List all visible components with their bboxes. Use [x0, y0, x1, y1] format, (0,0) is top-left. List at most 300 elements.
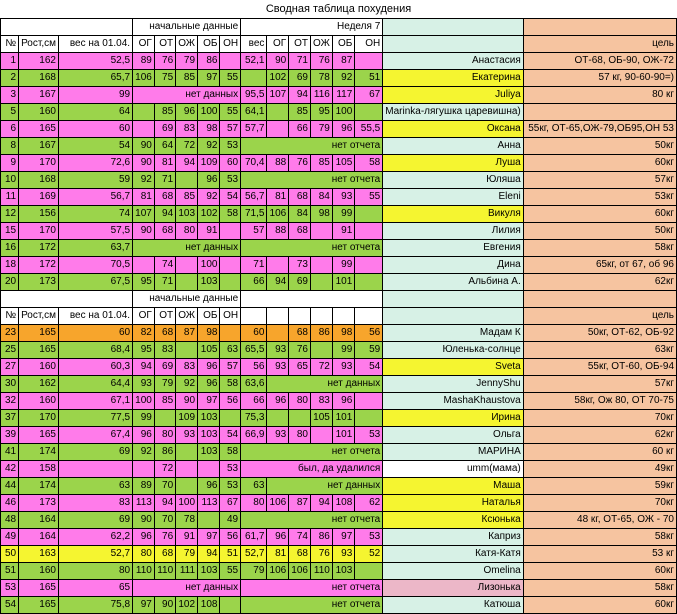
cell-goal[interactable]: ОТ-68, ОБ-90, ОЖ-72	[523, 53, 676, 70]
cell-height[interactable]: 167	[19, 138, 59, 155]
cell-week-ob[interactable]: 101	[332, 427, 354, 444]
cell-goal[interactable]: 58кг	[523, 529, 676, 546]
cell-ot[interactable]: 79	[154, 376, 175, 393]
cell-week-ob[interactable]: 108	[332, 495, 354, 512]
cell-og[interactable]: 90	[133, 223, 155, 240]
cell-num[interactable]: 5	[1, 104, 19, 121]
cell-goal[interactable]: 49кг	[523, 461, 676, 478]
header-blank[interactable]	[241, 308, 267, 325]
cell-on[interactable]: 54	[220, 427, 241, 444]
cell-goal[interactable]: 62кг	[523, 427, 676, 444]
cell-ot[interactable]: 76	[154, 53, 175, 70]
cell-name[interactable]: Катя-Катя	[383, 546, 524, 563]
cell-name[interactable]: МАРИНА	[383, 444, 524, 461]
cell-name[interactable]: Дина	[383, 257, 524, 274]
cell-week-weight[interactable]: 63	[241, 478, 267, 495]
header-og[interactable]: ОГ	[133, 36, 155, 53]
header-on[interactable]: ОН	[220, 308, 241, 325]
cell-week-ob[interactable]: 99	[332, 257, 354, 274]
cell-initial-note[interactable]: нет данных	[133, 87, 241, 104]
cell-goal[interactable]: 60кг	[523, 206, 676, 223]
cell-on[interactable]	[220, 274, 241, 291]
cell-name[interactable]: Sveta	[383, 359, 524, 376]
cell-ozh[interactable]: 72	[176, 138, 198, 155]
cell-ozh[interactable]: 78	[176, 512, 198, 529]
cell-og[interactable]: 113	[133, 495, 155, 512]
cell-week-og[interactable]: 96	[267, 529, 289, 546]
cell-num[interactable]: 37	[1, 410, 19, 427]
cell-week-ob[interactable]: 91	[332, 223, 354, 240]
cell-num[interactable]: 27	[1, 359, 19, 376]
cell-ot[interactable]: 76	[154, 529, 175, 546]
cell-week-on[interactable]	[355, 223, 383, 240]
cell-ob[interactable]: 97	[198, 393, 220, 410]
cell-week-ob[interactable]: 100	[332, 104, 354, 121]
cell-ob[interactable]: 103	[198, 563, 220, 580]
cell-weight-start[interactable]: 57,5	[58, 223, 132, 240]
cell-goal[interactable]: 48 кг, ОТ-65, ОЖ - 70	[523, 512, 676, 529]
cell-ot[interactable]: 64	[154, 138, 175, 155]
header-goal[interactable]: цель	[523, 308, 676, 325]
cell-week-note[interactable]: был, да удалился	[241, 461, 383, 478]
cell-ozh[interactable]	[176, 478, 198, 495]
cell-week-weight[interactable]	[241, 70, 267, 87]
cell-weight-start[interactable]: 52,7	[58, 546, 132, 563]
cell-week-ot[interactable]: 68	[289, 223, 311, 240]
cell-week-weight[interactable]: 80	[241, 495, 267, 512]
cell-week-ozh[interactable]: 76	[310, 546, 332, 563]
cell-week-note[interactable]: нет отчета	[241, 444, 383, 461]
cell-ot[interactable]: 72	[154, 461, 175, 478]
cell-week-on[interactable]: 53	[355, 427, 383, 444]
cell-on[interactable]: 54	[220, 189, 241, 206]
cell-ob[interactable]: 96	[198, 376, 220, 393]
header-blank[interactable]	[355, 308, 383, 325]
cell-name[interactable]: Marinka-лягушка царевишна)	[383, 104, 524, 121]
cell-ob[interactable]: 103	[198, 444, 220, 461]
cell-num[interactable]: 16	[1, 240, 19, 257]
cell-ozh[interactable]	[176, 461, 198, 478]
cell-num[interactable]: 39	[1, 427, 19, 444]
cell-weight-start[interactable]: 60	[58, 121, 132, 138]
cell-ozh[interactable]: 85	[176, 70, 198, 87]
cell-week-og[interactable]: 93	[267, 427, 289, 444]
cell-ozh[interactable]: 79	[176, 53, 198, 70]
cell-weight-start[interactable]	[58, 461, 132, 478]
cell-goal[interactable]: 60кг	[523, 563, 676, 580]
cell-name[interactable]: Ольга	[383, 427, 524, 444]
cell-ot[interactable]: 85	[154, 393, 175, 410]
cell-goal[interactable]: 70кг	[523, 495, 676, 512]
cell-height[interactable]: 165	[19, 342, 59, 359]
cell-height[interactable]: 163	[19, 546, 59, 563]
cell-og[interactable]: 90	[133, 155, 155, 172]
cell-weight-start[interactable]: 70,5	[58, 257, 132, 274]
cell-ot[interactable]: 75	[154, 70, 175, 87]
cell-num[interactable]: 23	[1, 325, 19, 342]
cell-og[interactable]: 95	[133, 274, 155, 291]
cell-week-og[interactable]: 96	[267, 393, 289, 410]
cell-on[interactable]: 58	[220, 444, 241, 461]
cell-week-og[interactable]: 88	[267, 155, 289, 172]
cell-ozh[interactable]: 92	[176, 376, 198, 393]
cell-week-ob[interactable]: 92	[332, 70, 354, 87]
cell-on[interactable]: 53	[220, 138, 241, 155]
cell-height[interactable]: 173	[19, 274, 59, 291]
header-week-on[interactable]: ОН	[355, 36, 383, 53]
cell-og[interactable]: 92	[133, 444, 155, 461]
cell-week-ob[interactable]: 99	[332, 206, 354, 223]
cell-ozh[interactable]: 94	[176, 155, 198, 172]
cell-week-og[interactable]: 88	[267, 223, 289, 240]
cell-goal[interactable]: 57кг	[523, 172, 676, 189]
header-blank[interactable]	[332, 308, 354, 325]
cell-on[interactable]: 58	[220, 206, 241, 223]
cell-height[interactable]: 168	[19, 172, 59, 189]
cell-ob[interactable]: 97	[198, 70, 220, 87]
header-initial-data[interactable]: начальные данные	[133, 291, 241, 308]
cell-weight-start[interactable]: 52,5	[58, 53, 132, 70]
cell-name[interactable]: Маша	[383, 478, 524, 495]
cell-og[interactable]: 94	[133, 359, 155, 376]
cell-week-og[interactable]: 107	[267, 87, 289, 104]
cell-week-ot[interactable]: 76	[289, 155, 311, 172]
cell-ot[interactable]: 86	[154, 444, 175, 461]
cell-on[interactable]: 53	[220, 461, 241, 478]
cell-week-ot[interactable]: 68	[289, 325, 311, 342]
cell-ozh[interactable]: 100	[176, 495, 198, 512]
cell-ozh[interactable]: 91	[176, 529, 198, 546]
cell-on[interactable]: 49	[220, 512, 241, 529]
cell-height[interactable]: 174	[19, 444, 59, 461]
cell-name[interactable]: Альбина А.	[383, 274, 524, 291]
cell-num[interactable]: 9	[1, 155, 19, 172]
cell-week-og[interactable]	[267, 325, 289, 342]
cell-week-ot[interactable]	[289, 410, 311, 427]
cell-goal[interactable]: 58кг	[523, 580, 676, 597]
cell-weight-start[interactable]: 80	[58, 563, 132, 580]
cell-ob[interactable]: 96	[198, 478, 220, 495]
cell-goal[interactable]: 70кг	[523, 410, 676, 427]
cell-week-on[interactable]	[355, 563, 383, 580]
cell-ob[interactable]: 102	[198, 206, 220, 223]
header-week-ob[interactable]: ОБ	[332, 36, 354, 53]
cell-weight-start[interactable]: 99	[58, 87, 132, 104]
cell-num[interactable]: 53	[1, 580, 19, 597]
cell-ot[interactable]: 85	[154, 104, 175, 121]
cell-goal[interactable]: 65кг, от 67, об 96	[523, 257, 676, 274]
cell-ozh[interactable]: 87	[176, 325, 198, 342]
cell-week-ob[interactable]: 101	[332, 274, 354, 291]
cell-height[interactable]: 165	[19, 597, 59, 614]
header-week-og[interactable]: ОГ	[267, 36, 289, 53]
cell-height[interactable]: 156	[19, 206, 59, 223]
cell-week-on[interactable]: 62	[355, 495, 383, 512]
cell-og[interactable]: 100	[133, 393, 155, 410]
cell-week-on[interactable]	[355, 257, 383, 274]
header-num[interactable]: №	[1, 308, 19, 325]
cell-ozh[interactable]: 96	[176, 104, 198, 121]
cell-height[interactable]: 160	[19, 104, 59, 121]
cell-week-weight[interactable]: 71,5	[241, 206, 267, 223]
cell-og[interactable]: 90	[133, 512, 155, 529]
cell-ot[interactable]: 68	[154, 325, 175, 342]
cell-goal[interactable]: 53кг	[523, 189, 676, 206]
cell-ob[interactable]: 92	[198, 138, 220, 155]
cell-week-ob[interactable]: 97	[332, 529, 354, 546]
cell-og[interactable]: 96	[133, 529, 155, 546]
cell-week-ozh[interactable]: 72	[310, 359, 332, 376]
cell-height[interactable]: 170	[19, 155, 59, 172]
cell-week-ot[interactable]: 87	[289, 495, 311, 512]
cell-week-og[interactable]: 90	[267, 53, 289, 70]
cell-height[interactable]: 162	[19, 376, 59, 393]
cell-week-ob[interactable]: 101	[332, 410, 354, 427]
cell-ot[interactable]: 68	[154, 189, 175, 206]
cell-num[interactable]: 2	[1, 70, 19, 87]
cell-on[interactable]	[220, 410, 241, 427]
cell-week-ot[interactable]: 94	[289, 87, 311, 104]
cell-week-ot[interactable]: 106	[289, 563, 311, 580]
header-ot[interactable]: ОТ	[154, 36, 175, 53]
cell-ozh[interactable]: 83	[176, 121, 198, 138]
cell-num[interactable]: 42	[1, 461, 19, 478]
cell-week-weight[interactable]: 63,6	[241, 376, 267, 393]
cell-og[interactable]: 80	[133, 546, 155, 563]
cell-goal[interactable]: 55кг, ОТ-60, ОБ-94	[523, 359, 676, 376]
cell-week-og[interactable]: 106	[267, 206, 289, 223]
cell-ozh[interactable]: 111	[176, 563, 198, 580]
header-goal-col[interactable]	[523, 19, 676, 36]
cell-name[interactable]: Ксюнька	[383, 512, 524, 529]
cell-week-note[interactable]: нет отчета	[241, 580, 383, 597]
cell-on[interactable]	[220, 597, 241, 614]
cell-weight-start[interactable]: 54	[58, 138, 132, 155]
cell-week-og[interactable]	[267, 410, 289, 427]
cell-ob[interactable]: 96	[198, 172, 220, 189]
cell-ozh[interactable]: 93	[176, 427, 198, 444]
header-blank[interactable]	[289, 308, 311, 325]
cell-week-ozh[interactable]: 76	[310, 53, 332, 70]
cell-week-ot[interactable]: 74	[289, 529, 311, 546]
cell-week-ob[interactable]: 105	[332, 155, 354, 172]
cell-ob[interactable]: 108	[198, 597, 220, 614]
cell-ozh[interactable]: 80	[176, 223, 198, 240]
cell-ot[interactable]: 94	[154, 206, 175, 223]
cell-ozh[interactable]: 102	[176, 597, 198, 614]
header-ozh[interactable]: ОЖ	[176, 308, 198, 325]
cell-ot[interactable]: 71	[154, 172, 175, 189]
cell-week-og[interactable]: 81	[267, 546, 289, 563]
cell-name[interactable]: Лизонька	[383, 580, 524, 597]
cell-goal[interactable]: 60 кг	[523, 444, 676, 461]
cell-week-ot[interactable]: 68	[289, 189, 311, 206]
cell-week-note[interactable]: нет отчета	[241, 240, 383, 257]
cell-ob[interactable]: 105	[198, 342, 220, 359]
cell-week-ozh[interactable]: 94	[310, 495, 332, 512]
cell-height[interactable]: 172	[19, 257, 59, 274]
cell-week-ozh[interactable]: 110	[310, 563, 332, 580]
cell-week-og[interactable]: 106	[267, 563, 289, 580]
cell-goal[interactable]: 57кг	[523, 376, 676, 393]
cell-ob[interactable]: 98	[198, 325, 220, 342]
cell-name[interactable]: Анна	[383, 138, 524, 155]
cell-weight-start[interactable]: 56,7	[58, 189, 132, 206]
cell-on[interactable]: 55	[220, 563, 241, 580]
cell-week-on[interactable]: 54	[355, 359, 383, 376]
cell-on[interactable]: 58	[220, 376, 241, 393]
cell-num[interactable]: 1	[1, 53, 19, 70]
cell-name[interactable]: Оксана	[383, 121, 524, 138]
cell-num[interactable]: 44	[1, 478, 19, 495]
cell-ob[interactable]: 97	[198, 529, 220, 546]
cell-height[interactable]: 160	[19, 393, 59, 410]
cell-height[interactable]: 169	[19, 189, 59, 206]
cell-goal[interactable]: 58кг	[523, 240, 676, 257]
cell-week-on[interactable]	[355, 206, 383, 223]
cell-num[interactable]: 51	[1, 563, 19, 580]
cell-ot[interactable]: 68	[154, 223, 175, 240]
header-blank[interactable]	[241, 291, 383, 308]
cell-week-weight[interactable]: 60	[241, 325, 267, 342]
cell-week-on[interactable]	[355, 274, 383, 291]
cell-week-weight[interactable]: 70,4	[241, 155, 267, 172]
cell-on[interactable]: 60	[220, 155, 241, 172]
cell-weight-start[interactable]: 67,1	[58, 393, 132, 410]
cell-on[interactable]: 57	[220, 359, 241, 376]
cell-week-ob[interactable]: 117	[332, 87, 354, 104]
cell-week-ob[interactable]: 93	[332, 546, 354, 563]
cell-ob[interactable]: 113	[198, 495, 220, 512]
cell-height[interactable]: 173	[19, 495, 59, 512]
cell-height[interactable]: 165	[19, 325, 59, 342]
cell-week-ot[interactable]: 65	[289, 359, 311, 376]
cell-week-ozh[interactable]: 86	[310, 529, 332, 546]
cell-weight-start[interactable]: 72,6	[58, 155, 132, 172]
cell-weight-start[interactable]: 62,2	[58, 529, 132, 546]
cell-week-on[interactable]: 51	[355, 70, 383, 87]
cell-on[interactable]: 53	[220, 172, 241, 189]
cell-height[interactable]: 170	[19, 410, 59, 427]
cell-name[interactable]: Каприз	[383, 529, 524, 546]
cell-week-on[interactable]	[355, 410, 383, 427]
cell-week-ozh[interactable]: 86	[310, 325, 332, 342]
cell-weight-start[interactable]: 60	[58, 325, 132, 342]
cell-weight-start[interactable]: 65,7	[58, 70, 132, 87]
header-on[interactable]: ОН	[220, 36, 241, 53]
cell-ot[interactable]: 69	[154, 359, 175, 376]
cell-goal[interactable]: 60кг	[523, 597, 676, 614]
cell-week-weight[interactable]: 66	[241, 274, 267, 291]
cell-ob[interactable]: 91	[198, 223, 220, 240]
cell-week-og[interactable]: 93	[267, 359, 289, 376]
cell-og[interactable]: 89	[133, 478, 155, 495]
cell-week-on[interactable]: 55	[355, 189, 383, 206]
cell-week-ot[interactable]: 66	[289, 121, 311, 138]
header-blank[interactable]	[1, 19, 133, 36]
cell-week-ozh[interactable]: 85	[310, 155, 332, 172]
cell-week-og[interactable]	[267, 121, 289, 138]
cell-height[interactable]: 165	[19, 121, 59, 138]
cell-ozh[interactable]	[176, 274, 198, 291]
cell-num[interactable]: 46	[1, 495, 19, 512]
cell-weight-start[interactable]: 69	[58, 444, 132, 461]
cell-week-ob[interactable]: 96	[332, 393, 354, 410]
cell-height[interactable]: 168	[19, 70, 59, 87]
cell-week-ozh[interactable]: 84	[310, 189, 332, 206]
cell-og[interactable]: 96	[133, 427, 155, 444]
cell-ot[interactable]: 71	[154, 274, 175, 291]
header-og[interactable]: ОГ	[133, 308, 155, 325]
cell-og[interactable]: 110	[133, 563, 155, 580]
cell-ot[interactable]: 110	[154, 563, 175, 580]
cell-height[interactable]: 164	[19, 529, 59, 546]
cell-week-weight[interactable]: 75,3	[241, 410, 267, 427]
cell-week-weight[interactable]: 66	[241, 393, 267, 410]
cell-goal[interactable]: 50кг	[523, 138, 676, 155]
cell-ob[interactable]: 103	[198, 410, 220, 427]
cell-week-og[interactable]	[267, 257, 289, 274]
cell-ot[interactable]: 74	[154, 257, 175, 274]
cell-num[interactable]: 8	[1, 138, 19, 155]
cell-weight-start[interactable]: 74	[58, 206, 132, 223]
cell-week-note[interactable]: нет данных	[267, 376, 383, 393]
cell-week-note[interactable]: нет отчета	[241, 172, 383, 189]
header-initial-data[interactable]: начальные данные	[133, 19, 241, 36]
header-ozh[interactable]: ОЖ	[176, 36, 198, 53]
cell-week-og[interactable]: 93	[267, 342, 289, 359]
cell-weight-start[interactable]: 64,4	[58, 376, 132, 393]
cell-og[interactable]: 97	[133, 597, 155, 614]
cell-ob[interactable]: 103	[198, 427, 220, 444]
cell-weight-start[interactable]: 63,7	[58, 240, 132, 257]
cell-week-on[interactable]: 56	[355, 325, 383, 342]
cell-ot[interactable]: 80	[154, 427, 175, 444]
cell-height[interactable]: 165	[19, 580, 59, 597]
cell-goal[interactable]: 55кг, ОТ-65,ОЖ-79,ОБ95,ОН 53	[523, 121, 676, 138]
cell-on[interactable]: 55	[220, 70, 241, 87]
cell-week-on[interactable]: 59	[355, 342, 383, 359]
header-weight-start[interactable]: вес на 01.04.	[58, 36, 132, 53]
cell-ot[interactable]: 83	[154, 342, 175, 359]
cell-goal[interactable]: 80 кг	[523, 87, 676, 104]
cell-ozh[interactable]: 109	[176, 410, 198, 427]
cell-week-ozh[interactable]: 83	[310, 393, 332, 410]
cell-week-weight[interactable]: 57	[241, 223, 267, 240]
cell-height[interactable]: 165	[19, 427, 59, 444]
cell-week-ozh[interactable]: 79	[310, 121, 332, 138]
cell-weight-start[interactable]: 60,3	[58, 359, 132, 376]
cell-week-note[interactable]: нет отчета	[241, 512, 383, 529]
cell-week-ob[interactable]: 87	[332, 53, 354, 70]
cell-num[interactable]: 41	[1, 444, 19, 461]
cell-week-og[interactable]: 102	[267, 70, 289, 87]
cell-week-ob[interactable]: 96	[332, 121, 354, 138]
cell-week-weight[interactable]: 64,1	[241, 104, 267, 121]
cell-ot[interactable]: 70	[154, 512, 175, 529]
cell-num[interactable]: 18	[1, 257, 19, 274]
cell-week-ob[interactable]: 93	[332, 189, 354, 206]
cell-week-note[interactable]: нет данных	[267, 478, 383, 495]
cell-name[interactable]: Юленька-солнце	[383, 342, 524, 359]
cell-week-on[interactable]	[355, 104, 383, 121]
header-goal[interactable]: цель	[523, 36, 676, 53]
cell-ot[interactable]: 70	[154, 478, 175, 495]
cell-ob[interactable]	[198, 461, 220, 478]
cell-on[interactable]: 53	[220, 478, 241, 495]
cell-ozh[interactable]	[176, 257, 198, 274]
cell-weight-start[interactable]: 59	[58, 172, 132, 189]
